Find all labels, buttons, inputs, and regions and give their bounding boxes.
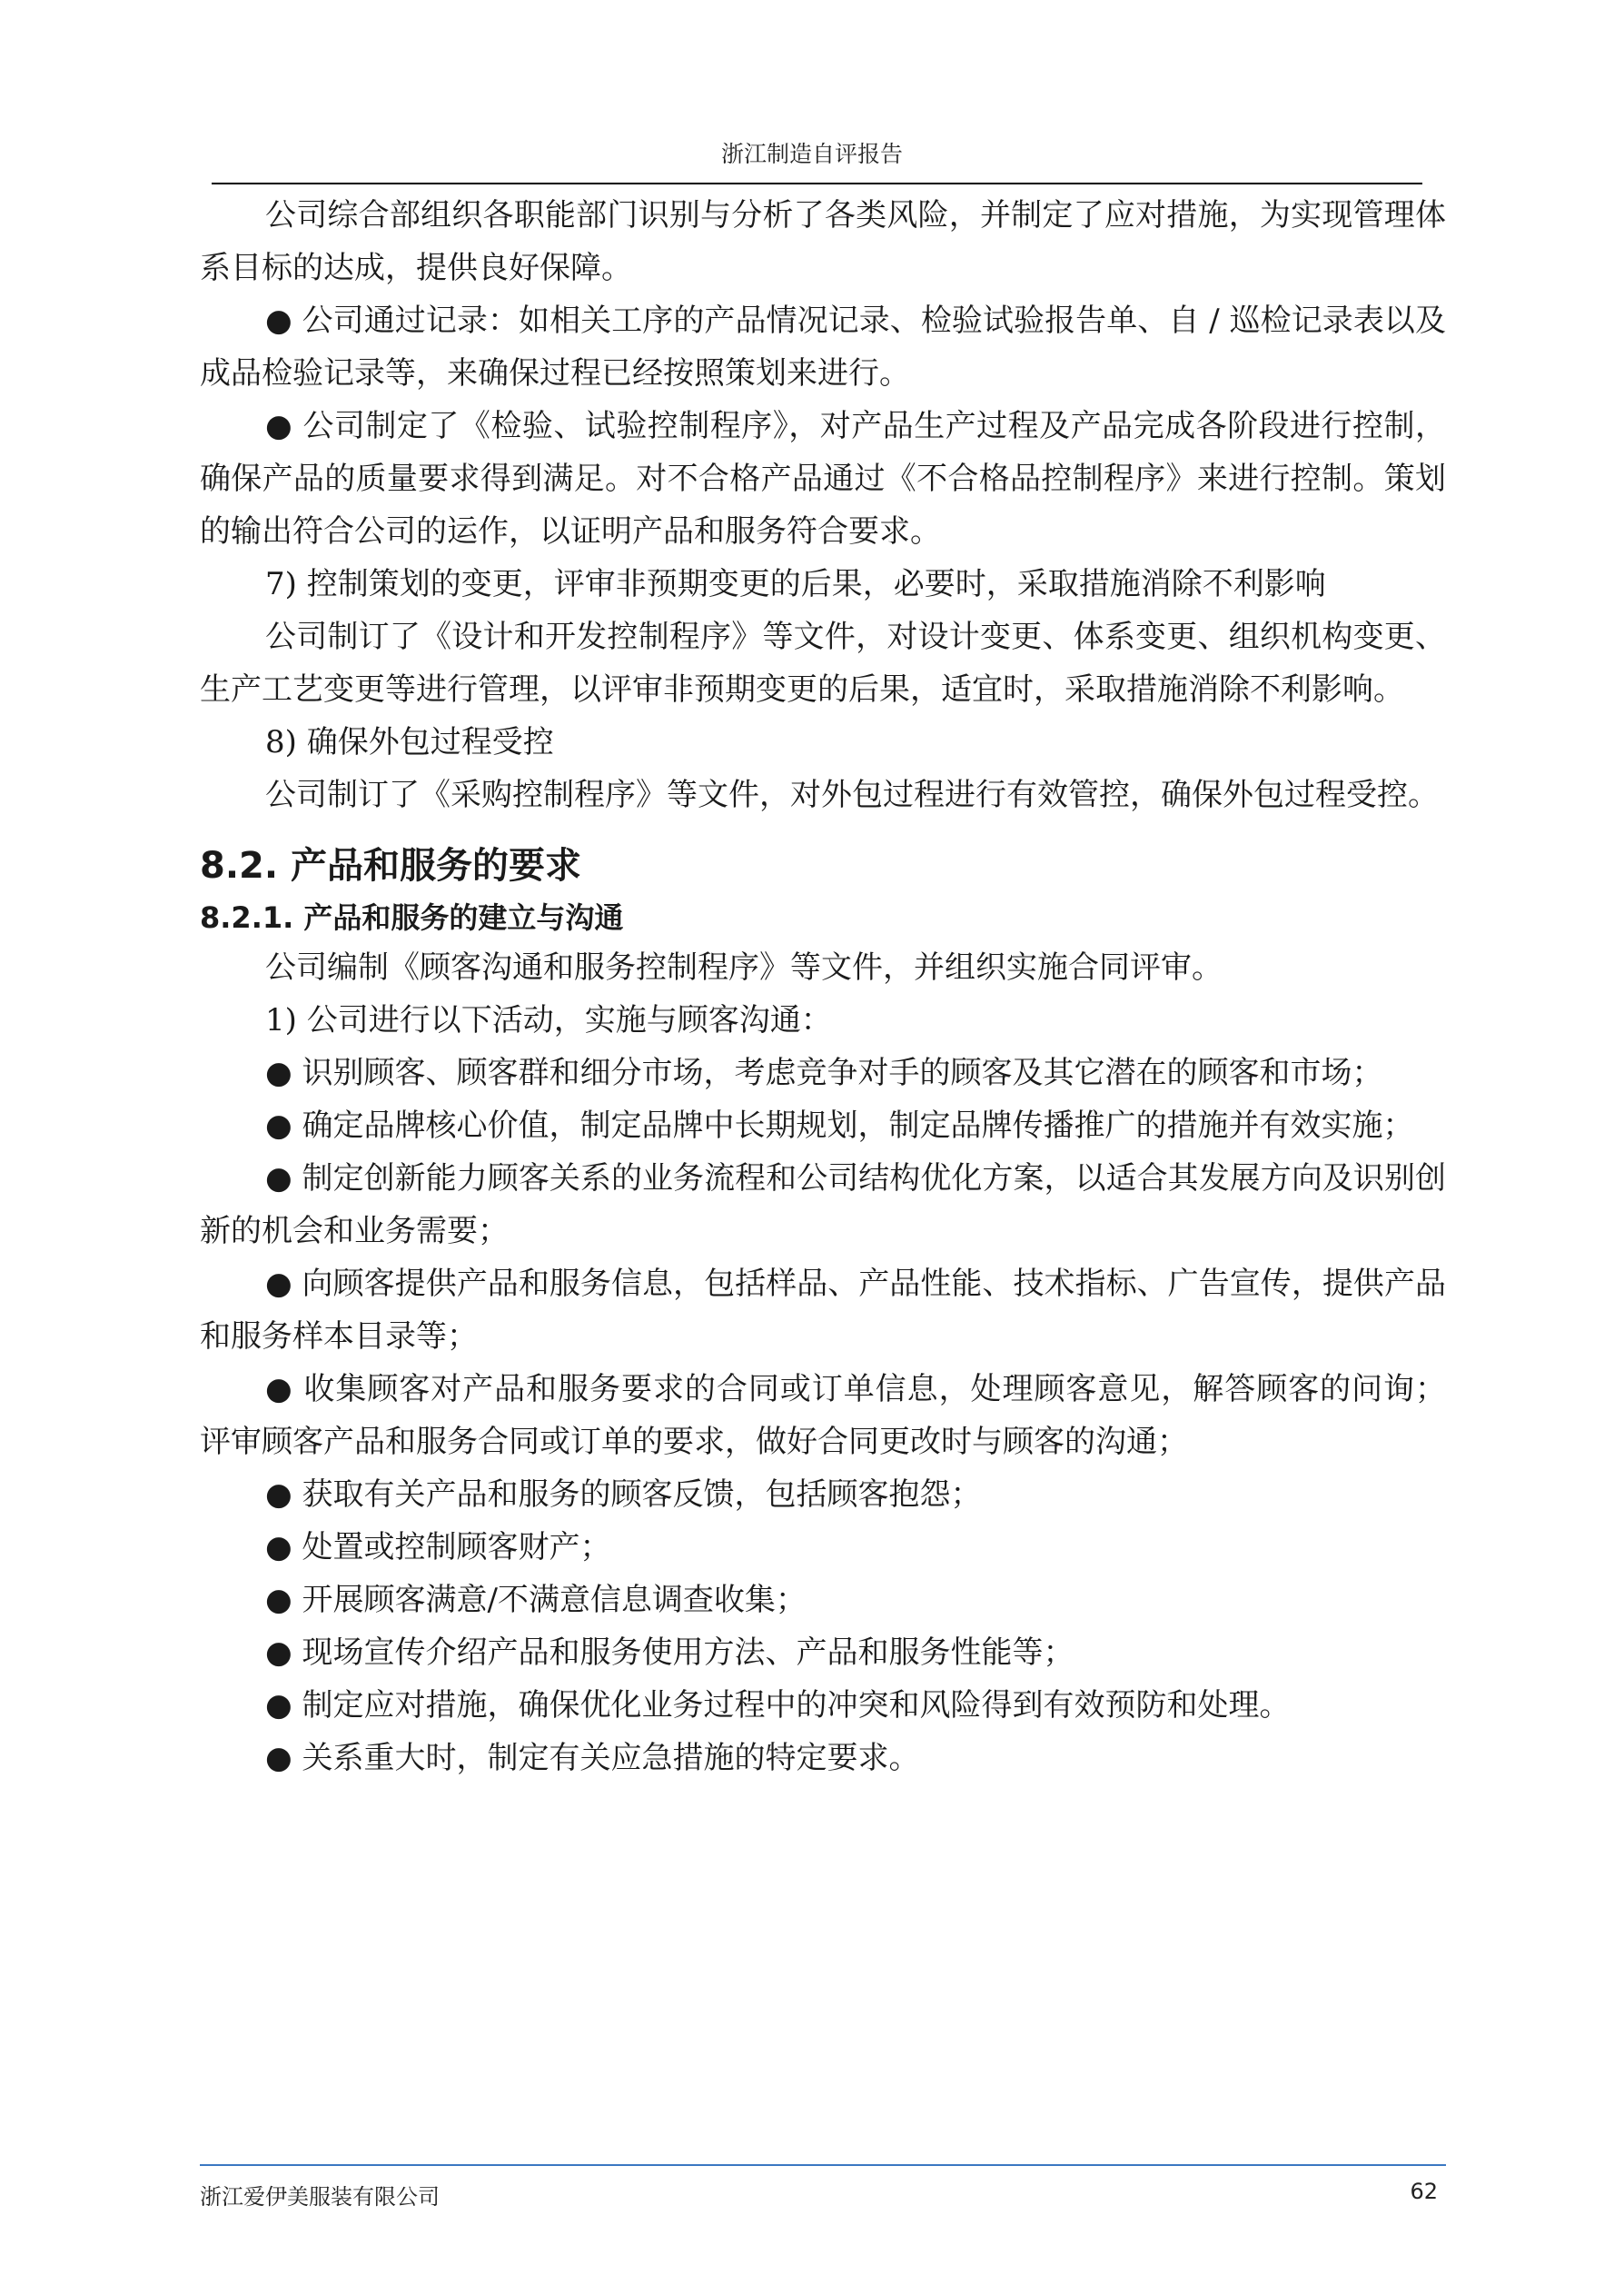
bullet-innovation: ● 制定创新能力顾客关系的业务流程和公司结构优化方案，以适合其发展方向及识别创新的机会和业务需要； xyxy=(200,1160,1446,1249)
item-1-activities: 1) 公司进行以下活动，实施与顾客沟通： xyxy=(265,1002,832,1038)
paragraph-procurement: 公司制订了《采购控制程序》等文件，对外包过程进行有效管控，确保外包过程受控。 xyxy=(265,777,1439,813)
paragraph-risk-analysis: 公司综合部组织各职能部门识别与分析了各类风险，并制定了应对措施，为实现管理体系目标的达成，提供良好保障。 xyxy=(200,197,1446,286)
header-divider xyxy=(212,183,1422,184)
bullet-feedback: ● 获取有关产品和服务的顾客反馈，包括顾客抱怨； xyxy=(265,1476,982,1513)
footer-divider xyxy=(200,2164,1446,2166)
bullet-identify-customers: ● 识别顾客、顾客群和细分市场，考虑竞争对手的顾客及其它潜在的顾客和市场； xyxy=(265,1055,1383,1091)
bullet-onsite-promotion: ● 现场宣传介绍产品和服务使用方法、产品和服务性能等； xyxy=(265,1634,1074,1671)
bullet-emergency: ● 关系重大时，制定有关应急措施的特定要求。 xyxy=(265,1740,920,1776)
bullet-brand-value: ● 确定品牌核心价值，制定品牌中长期规划，制定品牌传播推广的措施并有效实施； xyxy=(265,1108,1414,1144)
bullet-satisfaction-survey: ● 开展顾客满意/不满意信息调查收集； xyxy=(265,1582,807,1618)
paragraph-design-change: 公司制订了《设计和开发控制程序》等文件，对设计变更、体系变更、组织机构变更、生产工艺变更等进行管理，以评审非预期变更的后果，适宜时，采取措施消除不利影响。 xyxy=(200,619,1446,708)
page-number: 62 xyxy=(1410,2179,1438,2204)
item-8-outsourcing: 8) 确保外包过程受控 xyxy=(265,724,554,760)
bullet-records: ● 公司通过记录：如相关工序的产品情况记录、检验试验报告单、自 / 巡检记录表以及成品检验记录等，来确保过程已经按照策划来进行。 xyxy=(200,303,1446,392)
bullet-customer-property: ● 处置或控制顾客财产； xyxy=(265,1529,611,1565)
bullet-product-info: ● 向顾客提供产品和服务信息，包括样品、产品性能、技术指标、广告宣传，提供产品和服务样本目录等； xyxy=(200,1266,1446,1355)
section-heading-8-2: 8.2. 产品和服务的要求 xyxy=(200,845,581,887)
page-header-title: 浙江制造自评报告 xyxy=(720,141,903,167)
paragraph-customer-communication: 公司编制《顾客沟通和服务控制程序》等文件，并组织实施合同评审。 xyxy=(265,949,1223,986)
document-body xyxy=(200,189,1446,1784)
bullet-countermeasures: ● 制定应对措施，确保优化业务过程中的冲突和风险得到有效预防和处理。 xyxy=(265,1687,1291,1724)
section-heading-8-2-1: 8.2.1. 产品和服务的建立与沟通 xyxy=(200,900,624,935)
bullet-collect-requirements: ● 收集顾客对产品和服务要求的合同或订单信息，处理顾客意见，解答顾客的问询； 评审顾客产品和服务合同或订单的要求，做好合同更改时与顾客的沟通； xyxy=(200,1371,1446,1460)
footer-company: 浙江爱伊美服装有限公司 xyxy=(200,2184,440,2210)
item-7-control-change: 7) 控制策划的变更，评审非预期变更的后果，必要时，采取措施消除不利影响 xyxy=(265,566,1326,602)
bullet-inspection-procedure: ● 公司制定了《检验、试验控制程序》，对产品生产过程及产品完成各阶段进行控制，确保产品的质量要求得到满足。对不合格产品通过《不合格品控制程序》来进行控制。策划的输出符合公司的运作，以证明产品和服务符合要求。 xyxy=(200,408,1446,550)
